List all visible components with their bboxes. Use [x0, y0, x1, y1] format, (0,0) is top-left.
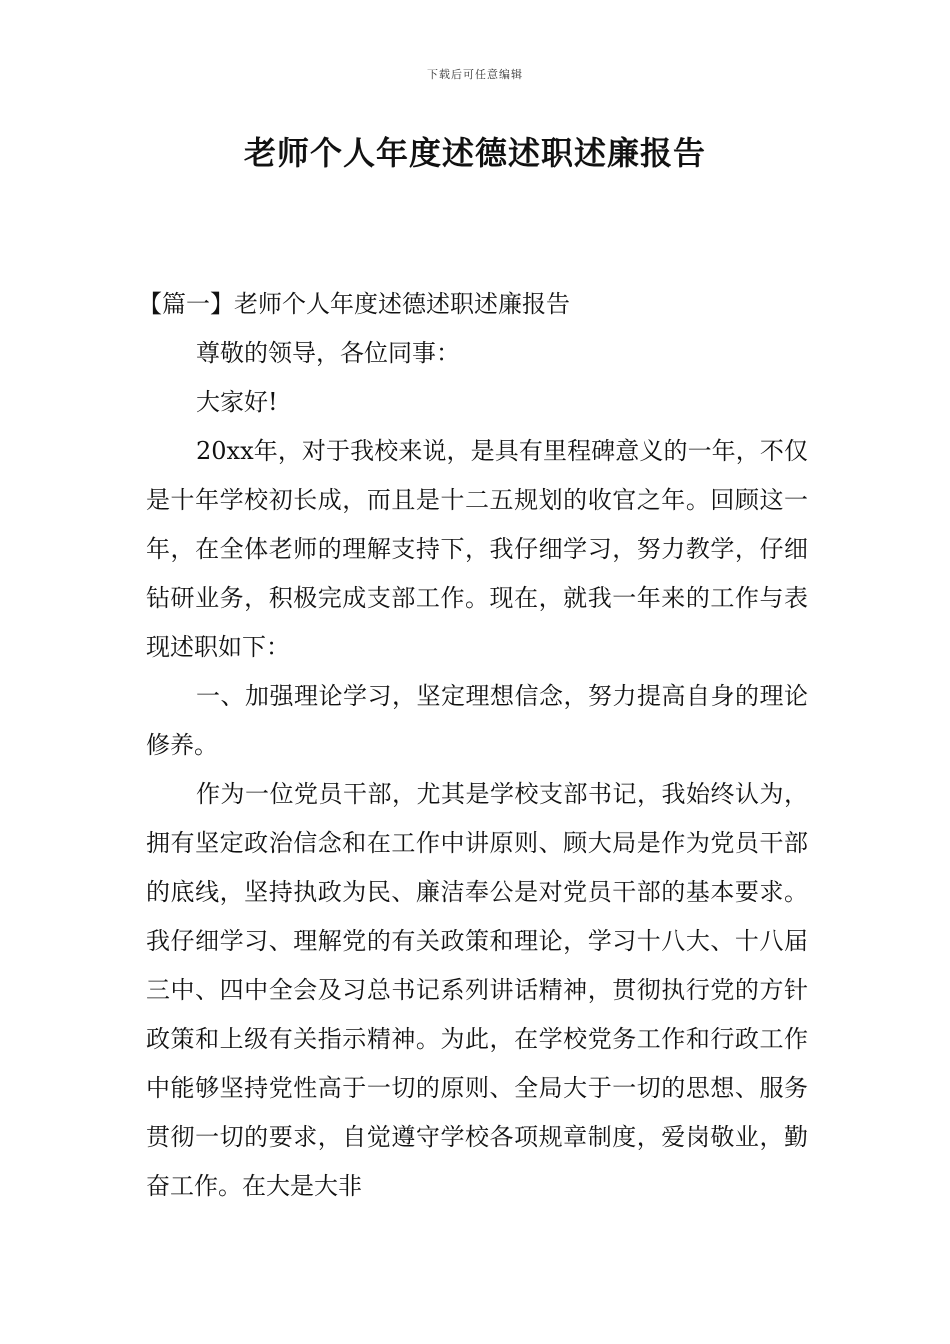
paragraph-point-one: 一、加强理论学习，坚定理想信念，努力提高自身的理论修养。 — [146, 682, 808, 759]
paragraph-body: 作为一位党员干部，尤其是学校支部书记，我始终认为，拥有坚定政治信念和在工作中讲原则、顾大局是作为党员干部的底线，坚持执政为民、廉洁奉公是对党员干部的基本要求。我仔细学习、理解党的有关政策和理论，学习十八大、十八届三中、四中全会及习总书记系列讲话精神，贯彻执行党的方针政策和上级有关指示精神。为此，在学校党务工作和行政工作中能够坚持党性高于一切的原则、全局大于一切的思想、服务贯彻一切的要求，自觉遵守学校各项规章制度，爱岗敬业，勤奋工作。在大是大非 — [146, 780, 808, 1200]
section-heading: 【篇一】老师个人年度述德述职述廉报告 — [138, 290, 570, 318]
paragraph-salutation: 尊敬的领导，各位同事： — [196, 339, 460, 367]
paragraph-greeting: 大家好! — [196, 388, 278, 416]
header-note: 下载后可任意编辑 — [427, 68, 523, 81]
paragraph-intro: 20xx年，对于我校来说，是具有里程碑意义的一年，不仅是十年学校初长成，而且是十二五规划的收官之年。回顾这一年，在全体老师的理解支持下，我仔细学习，努力教学，仔细钻研业务，积极完成支部工作。现在，就我一年来的工作与表现述职如下： — [146, 437, 808, 661]
document-title: 老师个人年度述德述职述廉报告 — [243, 134, 706, 172]
document-body — [138, 280, 808, 1211]
